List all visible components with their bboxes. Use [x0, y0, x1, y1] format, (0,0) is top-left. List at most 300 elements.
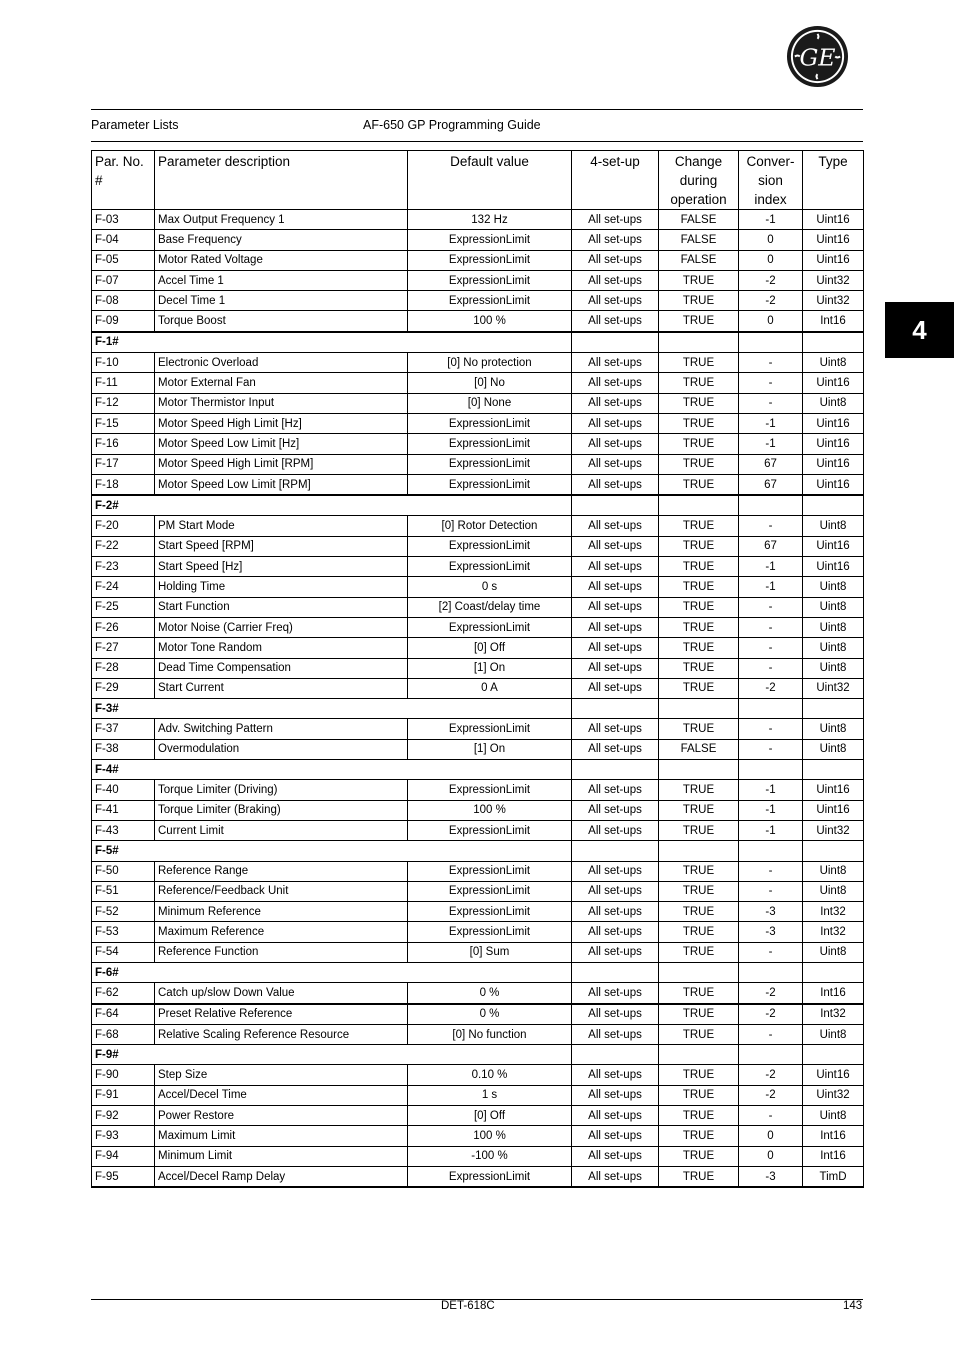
setup-cell: All set-ups	[572, 942, 659, 962]
par-no-cell: F-50	[92, 861, 155, 881]
group-label: F-6#	[92, 962, 572, 982]
description-cell: Torque Limiter (Braking)	[155, 800, 408, 820]
group-label: F-1#	[92, 332, 572, 353]
default-value-cell: 100 %	[408, 1126, 572, 1146]
description-cell: Maximum Reference	[155, 922, 408, 942]
setup-cell: All set-ups	[572, 1126, 659, 1146]
change-cell: TRUE	[659, 311, 739, 332]
conversion-cell: -	[739, 597, 803, 617]
table-row	[92, 902, 864, 922]
type-cell: Uint16	[803, 230, 864, 250]
conversion-cell: -2	[739, 1085, 803, 1105]
setup-cell: All set-ups	[572, 210, 659, 230]
table-row	[92, 291, 864, 311]
type-cell: Uint16	[803, 557, 864, 577]
change-cell: TRUE	[659, 881, 739, 901]
par-no-cell: F-27	[92, 638, 155, 658]
default-value-cell: ExpressionLimit	[408, 474, 572, 495]
table-row	[92, 820, 864, 840]
conversion-cell: -2	[739, 1004, 803, 1025]
empty-cell	[739, 962, 803, 982]
par-no-cell: F-95	[92, 1166, 155, 1187]
change-cell: TRUE	[659, 393, 739, 413]
conversion-cell: 67	[739, 454, 803, 474]
description-cell: Base Frequency	[155, 230, 408, 250]
conversion-cell: -	[739, 739, 803, 759]
description-cell: Motor Noise (Carrier Freq)	[155, 617, 408, 637]
conversion-cell: -1	[739, 210, 803, 230]
empty-cell	[803, 962, 864, 982]
setup-cell: All set-ups	[572, 1166, 659, 1187]
table-row	[92, 1126, 864, 1146]
description-cell: Accel Time 1	[155, 270, 408, 290]
setup-cell: All set-ups	[572, 800, 659, 820]
change-cell: FALSE	[659, 230, 739, 250]
type-cell: Uint8	[803, 881, 864, 901]
description-cell: Motor Speed Low Limit [Hz]	[155, 434, 408, 454]
description-cell: Motor Tone Random	[155, 638, 408, 658]
description-cell: Electronic Overload	[155, 353, 408, 373]
change-cell: TRUE	[659, 1126, 739, 1146]
default-value-cell: ExpressionLimit	[408, 434, 572, 454]
conversion-cell: 0	[739, 1146, 803, 1166]
default-value-cell: 100 %	[408, 800, 572, 820]
change-cell: TRUE	[659, 638, 739, 658]
setup-cell: All set-ups	[572, 902, 659, 922]
conversion-cell: -1	[739, 557, 803, 577]
type-cell: Int32	[803, 902, 864, 922]
default-value-cell: [0] No	[408, 373, 572, 393]
conversion-cell: -	[739, 719, 803, 739]
default-value-cell: ExpressionLimit	[408, 557, 572, 577]
par-no-cell: F-10	[92, 353, 155, 373]
default-value-cell: [0] None	[408, 393, 572, 413]
conversion-cell: -	[739, 942, 803, 962]
change-cell: TRUE	[659, 922, 739, 942]
par-no-cell: F-20	[92, 516, 155, 536]
default-value-cell: 0 A	[408, 678, 572, 698]
conversion-cell: -3	[739, 1166, 803, 1187]
setup-cell: All set-ups	[572, 820, 659, 840]
conversion-cell: -	[739, 353, 803, 373]
group-label: F-4#	[92, 760, 572, 780]
change-cell: TRUE	[659, 434, 739, 454]
table-row	[92, 1166, 864, 1187]
document-title: AF-650 GP Programming Guide	[363, 118, 541, 132]
table-row	[92, 454, 864, 474]
default-value-cell: ExpressionLimit	[408, 1166, 572, 1187]
default-value-cell: [0] No protection	[408, 353, 572, 373]
description-cell: Start Speed [RPM]	[155, 536, 408, 556]
table-row	[92, 780, 864, 800]
change-cell: TRUE	[659, 291, 739, 311]
description-cell: Motor Speed High Limit [Hz]	[155, 413, 408, 433]
par-no-cell: F-62	[92, 983, 155, 1004]
type-cell: Uint16	[803, 373, 864, 393]
empty-cell	[803, 1045, 864, 1065]
par-no-cell: F-03	[92, 210, 155, 230]
conversion-cell: -2	[739, 270, 803, 290]
setup-cell: All set-ups	[572, 1065, 659, 1085]
empty-cell	[572, 495, 659, 516]
description-cell: Catch up/slow Down Value	[155, 983, 408, 1004]
default-value-cell: ExpressionLimit	[408, 881, 572, 901]
setup-cell: All set-ups	[572, 780, 659, 800]
col-header-setup: 4-set-up	[572, 151, 659, 210]
description-cell: Minimum Reference	[155, 902, 408, 922]
par-no-cell: F-12	[92, 393, 155, 413]
conversion-cell: -	[739, 881, 803, 901]
empty-cell	[659, 1045, 739, 1065]
table-row	[92, 1065, 864, 1085]
par-no-cell: F-25	[92, 597, 155, 617]
conversion-cell: -1	[739, 820, 803, 840]
description-cell: Overmodulation	[155, 739, 408, 759]
type-cell: Uint16	[803, 780, 864, 800]
header-rule-top	[91, 109, 863, 110]
conversion-cell: -2	[739, 1065, 803, 1085]
default-value-cell: ExpressionLimit	[408, 922, 572, 942]
type-cell: Uint8	[803, 617, 864, 637]
conversion-cell: -2	[739, 291, 803, 311]
conversion-cell: -1	[739, 577, 803, 597]
setup-cell: All set-ups	[572, 1085, 659, 1105]
change-cell: TRUE	[659, 780, 739, 800]
empty-cell	[572, 1045, 659, 1065]
conversion-cell: -	[739, 861, 803, 881]
setup-cell: All set-ups	[572, 861, 659, 881]
description-cell: Current Limit	[155, 820, 408, 840]
empty-cell	[803, 841, 864, 861]
default-value-cell: 0 s	[408, 577, 572, 597]
setup-cell: All set-ups	[572, 739, 659, 759]
col-header-conversion: Conver- sion index	[739, 151, 803, 210]
change-cell: TRUE	[659, 861, 739, 881]
setup-cell: All set-ups	[572, 638, 659, 658]
type-cell: Uint8	[803, 1024, 864, 1044]
setup-cell: All set-ups	[572, 1146, 659, 1166]
table-row	[92, 942, 864, 962]
type-cell: Int16	[803, 1146, 864, 1166]
empty-cell	[659, 332, 739, 353]
type-cell: Uint32	[803, 270, 864, 290]
setup-cell: All set-ups	[572, 597, 659, 617]
description-cell: Minimum Limit	[155, 1146, 408, 1166]
empty-cell	[572, 760, 659, 780]
table-row	[92, 393, 864, 413]
table-row	[92, 270, 864, 290]
table-row	[92, 1024, 864, 1044]
conversion-cell: 0	[739, 1126, 803, 1146]
table-row	[92, 617, 864, 637]
par-no-cell: F-05	[92, 250, 155, 270]
conversion-cell: 0	[739, 250, 803, 270]
conversion-cell: -1	[739, 413, 803, 433]
default-value-cell: [0] Off	[408, 638, 572, 658]
change-cell: TRUE	[659, 678, 739, 698]
conversion-cell: -	[739, 617, 803, 637]
par-no-cell: F-51	[92, 881, 155, 901]
default-value-cell: ExpressionLimit	[408, 719, 572, 739]
table-row	[92, 739, 864, 759]
description-cell: Reference Function	[155, 942, 408, 962]
description-cell: Motor External Fan	[155, 373, 408, 393]
description-cell: Relative Scaling Reference Resource	[155, 1024, 408, 1044]
default-value-cell: [0] Sum	[408, 942, 572, 962]
change-cell: TRUE	[659, 820, 739, 840]
description-cell: Motor Speed High Limit [RPM]	[155, 454, 408, 474]
change-cell: TRUE	[659, 413, 739, 433]
description-cell: PM Start Mode	[155, 516, 408, 536]
chapter-tab: 4	[885, 302, 954, 358]
group-label: F-2#	[92, 495, 572, 516]
empty-cell	[659, 962, 739, 982]
section-title: Parameter Lists	[91, 118, 179, 132]
type-cell: Uint16	[803, 474, 864, 495]
type-cell: Int16	[803, 983, 864, 1004]
par-no-cell: F-08	[92, 291, 155, 311]
type-cell: Uint8	[803, 1106, 864, 1126]
change-cell: TRUE	[659, 270, 739, 290]
default-value-cell: ExpressionLimit	[408, 902, 572, 922]
setup-cell: All set-ups	[572, 516, 659, 536]
change-cell: TRUE	[659, 1024, 739, 1044]
setup-cell: All set-ups	[572, 413, 659, 433]
table-row	[92, 678, 864, 698]
type-cell: Uint32	[803, 820, 864, 840]
type-cell: Uint8	[803, 516, 864, 536]
par-no-cell: F-16	[92, 434, 155, 454]
par-no-cell: F-64	[92, 1004, 155, 1025]
conversion-cell: -	[739, 638, 803, 658]
setup-cell: All set-ups	[572, 678, 659, 698]
setup-cell: All set-ups	[572, 311, 659, 332]
description-cell: Dead Time Compensation	[155, 658, 408, 678]
default-value-cell: ExpressionLimit	[408, 861, 572, 881]
change-cell: TRUE	[659, 557, 739, 577]
type-cell: Uint8	[803, 719, 864, 739]
default-value-cell: ExpressionLimit	[408, 230, 572, 250]
setup-cell: All set-ups	[572, 353, 659, 373]
table-row	[92, 536, 864, 556]
conversion-cell: -	[739, 658, 803, 678]
default-value-cell: ExpressionLimit	[408, 250, 572, 270]
setup-cell: All set-ups	[572, 617, 659, 637]
description-cell: Start Speed [Hz]	[155, 557, 408, 577]
empty-cell	[739, 841, 803, 861]
setup-cell: All set-ups	[572, 658, 659, 678]
table-row	[92, 658, 864, 678]
par-no-cell: F-07	[92, 270, 155, 290]
table-header-row	[92, 151, 864, 210]
description-cell: Torque Limiter (Driving)	[155, 780, 408, 800]
description-cell: Decel Time 1	[155, 291, 408, 311]
table-row	[92, 413, 864, 433]
group-row	[92, 760, 864, 780]
change-cell: TRUE	[659, 1146, 739, 1166]
empty-cell	[739, 760, 803, 780]
setup-cell: All set-ups	[572, 1106, 659, 1126]
type-cell: TimD	[803, 1166, 864, 1187]
default-value-cell: [1] On	[408, 739, 572, 759]
description-cell: Reference Range	[155, 861, 408, 881]
type-cell: Uint16	[803, 250, 864, 270]
type-cell: Uint16	[803, 413, 864, 433]
description-cell: Accel/Decel Time	[155, 1085, 408, 1105]
par-no-cell: F-41	[92, 800, 155, 820]
conversion-cell: -	[739, 516, 803, 536]
col-header-par-no: Par. No. #	[92, 151, 155, 210]
table-row	[92, 1085, 864, 1105]
change-cell: TRUE	[659, 800, 739, 820]
description-cell: Reference/Feedback Unit	[155, 881, 408, 901]
default-value-cell: 0.10 %	[408, 1065, 572, 1085]
document-code: DET-618C	[441, 1300, 495, 1312]
default-value-cell: -100 %	[408, 1146, 572, 1166]
change-cell: FALSE	[659, 250, 739, 270]
default-value-cell: 132 Hz	[408, 210, 572, 230]
change-cell: TRUE	[659, 1065, 739, 1085]
empty-cell	[659, 699, 739, 719]
par-no-cell: F-04	[92, 230, 155, 250]
empty-cell	[739, 332, 803, 353]
setup-cell: All set-ups	[572, 922, 659, 942]
group-row	[92, 332, 864, 353]
setup-cell: All set-ups	[572, 291, 659, 311]
change-cell: TRUE	[659, 719, 739, 739]
default-value-cell: ExpressionLimit	[408, 536, 572, 556]
par-no-cell: F-24	[92, 577, 155, 597]
type-cell: Int32	[803, 1004, 864, 1025]
conversion-cell: 0	[739, 311, 803, 332]
conversion-cell: 67	[739, 474, 803, 495]
par-no-cell: F-37	[92, 719, 155, 739]
table-row	[92, 1146, 864, 1166]
setup-cell: All set-ups	[572, 983, 659, 1004]
table-row	[92, 353, 864, 373]
conversion-cell: -3	[739, 902, 803, 922]
group-label: F-3#	[92, 699, 572, 719]
conversion-cell: -	[739, 393, 803, 413]
default-value-cell: 100 %	[408, 311, 572, 332]
par-no-cell: F-52	[92, 902, 155, 922]
page-number: 143	[843, 1300, 863, 1312]
table-row	[92, 373, 864, 393]
conversion-cell: -1	[739, 800, 803, 820]
type-cell: Uint16	[803, 1065, 864, 1085]
description-cell: Motor Rated Voltage	[155, 250, 408, 270]
par-no-cell: F-22	[92, 536, 155, 556]
type-cell: Uint8	[803, 353, 864, 373]
table-row	[92, 557, 864, 577]
table-row	[92, 577, 864, 597]
description-cell: Start Current	[155, 678, 408, 698]
type-cell: Uint8	[803, 739, 864, 759]
default-value-cell: ExpressionLimit	[408, 780, 572, 800]
change-cell: TRUE	[659, 902, 739, 922]
description-cell: Step Size	[155, 1065, 408, 1085]
col-header-default: Default value	[408, 151, 572, 210]
default-value-cell: 1 s	[408, 1085, 572, 1105]
setup-cell: All set-ups	[572, 230, 659, 250]
type-cell: Uint8	[803, 577, 864, 597]
default-value-cell: ExpressionLimit	[408, 454, 572, 474]
par-no-cell: F-91	[92, 1085, 155, 1105]
change-cell: TRUE	[659, 597, 739, 617]
change-cell: TRUE	[659, 1166, 739, 1187]
description-cell: Torque Boost	[155, 311, 408, 332]
setup-cell: All set-ups	[572, 536, 659, 556]
type-cell: Uint16	[803, 536, 864, 556]
empty-cell	[803, 332, 864, 353]
par-no-cell: F-15	[92, 413, 155, 433]
change-cell: TRUE	[659, 516, 739, 536]
table-row	[92, 1106, 864, 1126]
par-no-cell: F-43	[92, 820, 155, 840]
change-cell: FALSE	[659, 739, 739, 759]
table-row	[92, 474, 864, 495]
description-cell: Adv. Switching Pattern	[155, 719, 408, 739]
description-cell: Holding Time	[155, 577, 408, 597]
empty-cell	[739, 699, 803, 719]
par-no-cell: F-68	[92, 1024, 155, 1044]
conversion-cell: -	[739, 1024, 803, 1044]
par-no-cell: F-53	[92, 922, 155, 942]
par-no-cell: F-40	[92, 780, 155, 800]
conversion-cell: -2	[739, 678, 803, 698]
type-cell: Uint8	[803, 942, 864, 962]
group-label: F-9#	[92, 1045, 572, 1065]
col-header-description: Parameter description	[155, 151, 408, 210]
default-value-cell: 0 %	[408, 983, 572, 1004]
par-no-cell: F-38	[92, 739, 155, 759]
type-cell: Uint16	[803, 454, 864, 474]
conversion-cell: -3	[739, 922, 803, 942]
ge-logo-icon	[786, 25, 849, 88]
table-row	[92, 983, 864, 1004]
par-no-cell: F-94	[92, 1146, 155, 1166]
default-value-cell: ExpressionLimit	[408, 820, 572, 840]
empty-cell	[739, 495, 803, 516]
description-cell: Motor Speed Low Limit [RPM]	[155, 474, 408, 495]
type-cell: Uint32	[803, 1085, 864, 1105]
type-cell: Uint32	[803, 678, 864, 698]
type-cell: Uint8	[803, 658, 864, 678]
empty-cell	[572, 332, 659, 353]
par-no-cell: F-54	[92, 942, 155, 962]
table-row	[92, 1004, 864, 1025]
empty-cell	[803, 495, 864, 516]
setup-cell: All set-ups	[572, 557, 659, 577]
setup-cell: All set-ups	[572, 881, 659, 901]
empty-cell	[572, 699, 659, 719]
default-value-cell: 0 %	[408, 1004, 572, 1025]
conversion-cell: -1	[739, 434, 803, 454]
setup-cell: All set-ups	[572, 1004, 659, 1025]
change-cell: TRUE	[659, 617, 739, 637]
par-no-cell: F-11	[92, 373, 155, 393]
conversion-cell: -2	[739, 983, 803, 1004]
type-cell: Int16	[803, 311, 864, 332]
table-row	[92, 922, 864, 942]
table-row	[92, 516, 864, 536]
table-row	[92, 800, 864, 820]
setup-cell: All set-ups	[572, 1024, 659, 1044]
col-header-type: Type	[803, 151, 864, 210]
logo-text: GE	[799, 43, 836, 72]
type-cell: Uint8	[803, 597, 864, 617]
change-cell: TRUE	[659, 474, 739, 495]
